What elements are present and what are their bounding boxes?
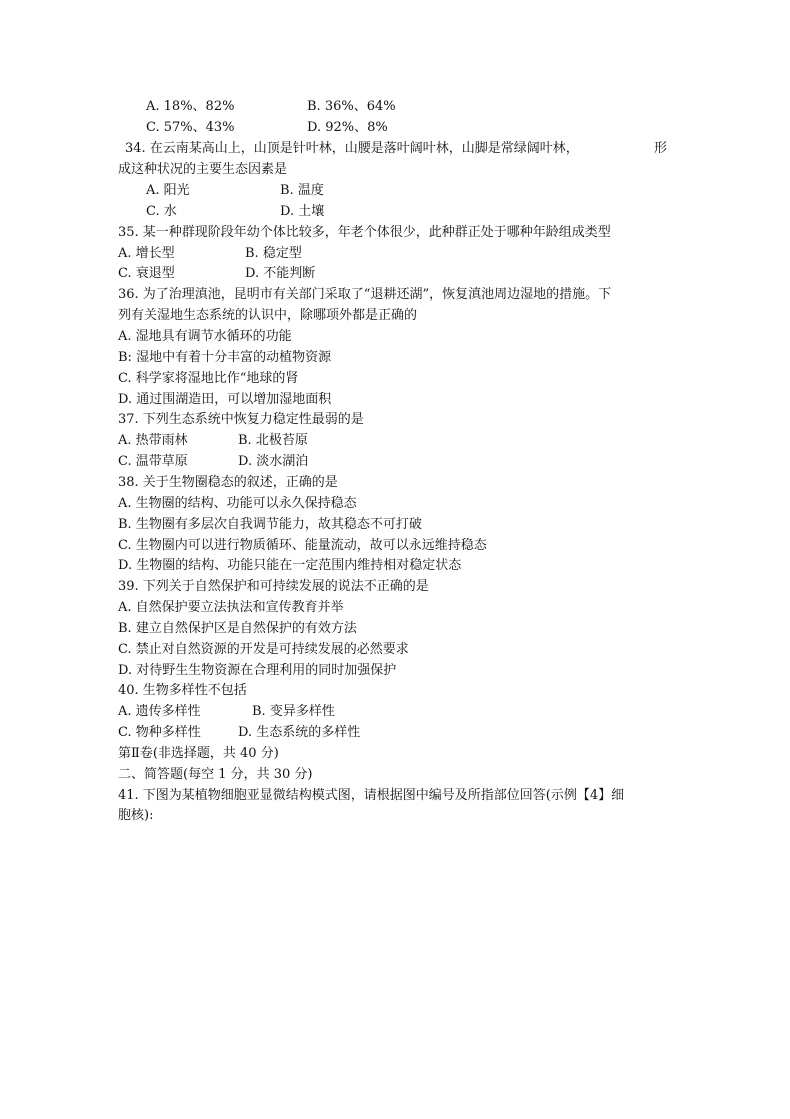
- q40-option-c: C. 物种多样性: [118, 725, 201, 740]
- q39-option-a: A. 自然保护要立法执法和宣传教育并举: [118, 600, 344, 615]
- q36-stem-line1: 36. 为了治理滇池，昆明市有关部门采取了“退耕还湖”，恢复滇池周边湿地的措施。下: [118, 287, 612, 302]
- q34-option-b: B. 温度: [280, 183, 324, 198]
- q39-option-b: B. 建立自然保护区是自然保护的有效方法: [118, 621, 357, 636]
- q38-stem: 38. 关于生物圈稳态的叙述，正确的是: [118, 475, 338, 490]
- q35-option-c: C. 衰退型: [118, 266, 175, 281]
- q36-option-d: D. 通过围湖造田，可以增加湿地面积: [118, 392, 332, 407]
- q35-option-d: D. 不能判断: [245, 266, 316, 281]
- q37-option-d: D. 淡水湖泊: [238, 454, 309, 469]
- q40-option-a: A. 遗传多样性: [118, 704, 201, 719]
- part2-heading: 第Ⅱ卷(非选择题，共 40 分): [118, 746, 279, 761]
- q36-stem-line2: 列有关湿地生态系统的认识中，除哪项外都是正确的: [118, 308, 418, 323]
- q38-option-c: C. 生物圈内可以进行物质循环、能量流动，故可以永远维持稳态: [118, 538, 487, 553]
- q34-option-c: C. 水: [146, 204, 177, 219]
- q40-option-b: B. 变异多样性: [252, 704, 335, 719]
- q33-option-b: B. 36%、64%: [307, 99, 396, 114]
- q41-stem-line1: 41. 下图为某植物细胞亚显微结构模式图，请根据图中编号及所指部位回答(示例【4】细: [118, 788, 625, 803]
- q35-stem: 35. 某一种群现阶段年幼个体比较多，年老个体很少，此种群正处于哪种年龄组成类型: [118, 225, 611, 240]
- q35-option-a: A. 增长型: [118, 246, 175, 261]
- q39-option-d: D. 对待野生生物资源在合理利用的同时加强保护: [118, 663, 397, 678]
- q38-option-a: A. 生物圈的结构、功能可以永久保持稳态: [118, 496, 357, 511]
- q36-option-a: A. 湿地具有调节水循环的功能: [118, 329, 292, 344]
- q40-option-d: D. 生态系统的多样性: [238, 725, 361, 740]
- q37-option-b: B. 北极苔原: [238, 433, 308, 448]
- q38-option-d: D. 生物圈的结构、功能只能在一定范围内维持相对稳定状态: [118, 558, 462, 573]
- q33-option-d: D. 92%、8%: [307, 120, 388, 135]
- q34-stem-line1-tail: 形: [654, 141, 668, 156]
- q36-option-c: C. 科学家将湿地比作“地球的肾: [118, 371, 299, 386]
- q39-option-c: C. 禁止对自然资源的开发是可持续发展的必然要求: [118, 642, 409, 657]
- section2-heading: 二、简答题(每空 1 分，共 30 分): [118, 767, 313, 782]
- q34-option-a: A. 阳光: [146, 183, 190, 198]
- q36-option-b: B: 湿地中有着十分丰富的动植物资源: [118, 350, 332, 365]
- q34-stem-line1: 34. 在云南某高山上，山顶是针叶林，山腰是落叶阔叶林，山脚是常绿阔叶林，: [125, 141, 579, 156]
- q41-stem-line2: 胞核):: [118, 808, 154, 823]
- q37-option-c: C. 温带草原: [118, 454, 188, 469]
- q40-stem: 40. 生物多样性不包括: [118, 683, 247, 698]
- q35-option-b: B. 稳定型: [245, 246, 302, 261]
- q39-stem: 39. 下列关于自然保护和可持续发展的说法不正确的是: [118, 579, 429, 594]
- q38-option-b: B. 生物圈有多层次自我调节能力，故其稳态不可打破: [118, 517, 422, 532]
- q37-stem: 37. 下列生态系统中恢复力稳定性最弱的是: [118, 412, 364, 427]
- q34-stem-line2: 成这种状况的主要生态因素是: [118, 162, 288, 177]
- q33-option-c: C. 57%、43%: [146, 120, 235, 135]
- q33-option-a: A. 18%、82%: [146, 99, 235, 114]
- q34-option-d: D. 土壤: [280, 204, 325, 219]
- q37-option-a: A. 热带雨林: [118, 433, 188, 448]
